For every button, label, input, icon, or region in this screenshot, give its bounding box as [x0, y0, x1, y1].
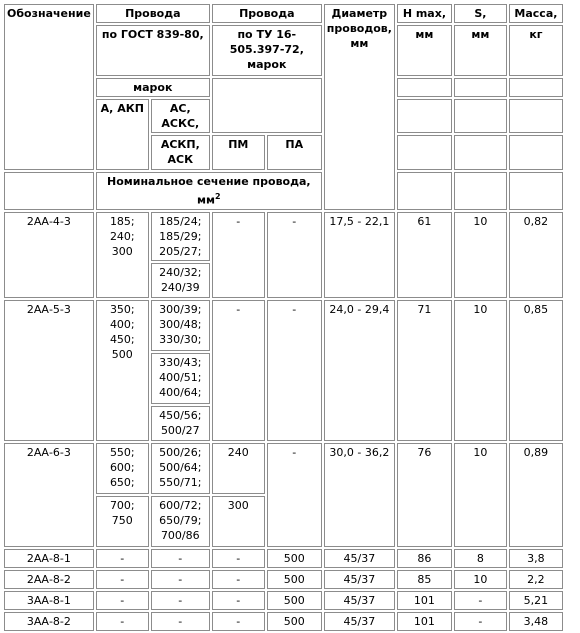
header-tu: по ТУ 16-505.397-72, марок — [212, 25, 322, 76]
row-pa: - — [267, 212, 322, 298]
row-a-akp: 700; 750 — [96, 496, 149, 547]
empty-cell — [397, 78, 452, 97]
table-row — [4, 570, 563, 589]
empty-cell — [454, 99, 507, 133]
row-pa: 500 — [267, 612, 322, 631]
row-as-asks: 600/72; 650/79; 700/86 — [151, 496, 210, 547]
row-pa: 500 — [267, 591, 322, 610]
table-row — [4, 549, 563, 568]
header-hmax-unit: мм — [397, 25, 452, 76]
empty-cell — [212, 78, 322, 133]
row-pm: - — [212, 212, 265, 298]
row-pm: - — [212, 549, 265, 568]
empty-cell — [4, 172, 94, 210]
row-hmax: 86 — [397, 549, 452, 568]
row-a-akp: - — [96, 570, 149, 589]
row-diameter: 30,0 - 36,2 — [324, 443, 395, 547]
row-diameter: 45/37 — [324, 612, 395, 631]
header-a-akp: А, АКП — [96, 99, 149, 170]
header-nominal-section: Номинальное сечение провода, $мм^2$ — [96, 172, 322, 210]
empty-cell — [397, 99, 452, 133]
row-a-akp: - — [96, 612, 149, 631]
row-s: - — [454, 591, 507, 610]
row-as-asks: 330/43; 400/51; 400/64; — [151, 353, 210, 404]
header-wires: Провода — [96, 4, 210, 23]
superscript-2: 2 — [215, 192, 221, 201]
row-as-asks: - — [151, 591, 210, 610]
row-mass: 0,82 — [509, 212, 563, 298]
table-row — [4, 443, 563, 494]
row-diameter: 45/37 — [324, 591, 395, 610]
row-pm: - — [212, 612, 265, 631]
row-designation: 2АА-4-3 — [4, 212, 94, 298]
row-designation: 2АА-8-1 — [4, 549, 94, 568]
row-designation: 2АА-8-2 — [4, 570, 94, 589]
row-a-akp: - — [96, 591, 149, 610]
row-a-akp: 550; 600; 650; — [96, 443, 149, 494]
row-hmax: 61 — [397, 212, 452, 298]
row-mass: 0,89 — [509, 443, 563, 547]
header-s-unit: мм — [454, 25, 507, 76]
header-pm: ПМ — [212, 135, 265, 170]
row-mass: 5,21 — [509, 591, 563, 610]
row-s: 10 — [454, 300, 507, 441]
header-gost: по ГОСТ 839-80, — [96, 25, 210, 76]
header-mass: Масса, — [509, 4, 563, 23]
row-as-asks: 300/39; 300/48; 330/30; — [151, 300, 210, 351]
row-as-asks: 500/26; 500/64; 550/71; — [151, 443, 210, 494]
row-designation: 2АА-6-3 — [4, 443, 94, 547]
row-as-asks: - — [151, 570, 210, 589]
row-s: 10 — [454, 570, 507, 589]
header-hmax: H max, — [397, 4, 452, 23]
header-designation: Обозначение — [4, 4, 94, 170]
row-hmax: 76 — [397, 443, 452, 547]
empty-cell — [509, 135, 563, 170]
row-mass: 2,2 — [509, 570, 563, 589]
header-marks: марок — [96, 78, 210, 97]
row-designation: 3АА-8-2 — [4, 612, 94, 631]
table-row — [4, 591, 563, 610]
row-hmax: 101 — [397, 591, 452, 610]
row-pa: 500 — [267, 570, 322, 589]
row-hmax: 85 — [397, 570, 452, 589]
header-diameter: Диаметр проводов, мм — [324, 4, 395, 210]
empty-cell — [454, 78, 507, 97]
row-mass: 3,48 — [509, 612, 563, 631]
row-diameter: 24,0 - 29,4 — [324, 300, 395, 441]
empty-cell — [397, 172, 452, 210]
row-pm: - — [212, 300, 265, 441]
row-as-asks: 450/56; 500/27 — [151, 406, 210, 441]
row-diameter: 45/37 — [324, 570, 395, 589]
row-diameter: 45/37 — [324, 549, 395, 568]
row-hmax: 101 — [397, 612, 452, 631]
row-pm: - — [212, 591, 265, 610]
empty-cell — [397, 135, 452, 170]
empty-cell — [454, 135, 507, 170]
row-s: 10 — [454, 212, 507, 298]
row-as-asks: - — [151, 612, 210, 631]
row-pa: 500 — [267, 549, 322, 568]
row-designation: 3АА-8-1 — [4, 591, 94, 610]
row-s: 10 — [454, 443, 507, 547]
header-pa: ПА — [267, 135, 322, 170]
header-wires-tu: Провода — [212, 4, 322, 23]
row-s: - — [454, 612, 507, 631]
table-row — [4, 300, 563, 351]
header-s: S, — [454, 4, 507, 23]
row-a-akp: - — [96, 549, 149, 568]
row-mass: 0,85 — [509, 300, 563, 441]
row-hmax: 71 — [397, 300, 452, 441]
insulator-spec-table — [2, 2, 565, 633]
row-pm: - — [212, 570, 265, 589]
empty-cell — [509, 78, 563, 97]
row-mass: 3,8 — [509, 549, 563, 568]
row-a-akp: 185; 240; 300 — [96, 212, 149, 298]
row-pm: 240 — [212, 443, 265, 494]
header-as-asks: АС, АСКС, — [151, 99, 210, 133]
row-pa: - — [267, 300, 322, 441]
row-as-asks: - — [151, 549, 210, 568]
row-pm: 300 — [212, 496, 265, 547]
row-designation: 2АА-5-3 — [4, 300, 94, 441]
row-diameter: 17,5 - 22,1 — [324, 212, 395, 298]
row-as-asks: 185/24; 185/29; 205/27; — [151, 212, 210, 261]
header-mass-unit: кг — [509, 25, 563, 76]
table-row — [4, 212, 563, 261]
row-s: 8 — [454, 549, 507, 568]
row-a-akp: 350; 400; 450; 500 — [96, 300, 149, 441]
table-row — [4, 612, 563, 631]
row-pa: - — [267, 443, 322, 547]
row-as-asks: 240/32; 240/39 — [151, 263, 210, 298]
header-askp-ask: АСКП, АСК — [151, 135, 210, 170]
empty-cell — [454, 172, 507, 210]
empty-cell — [509, 99, 563, 133]
empty-cell — [509, 172, 563, 210]
